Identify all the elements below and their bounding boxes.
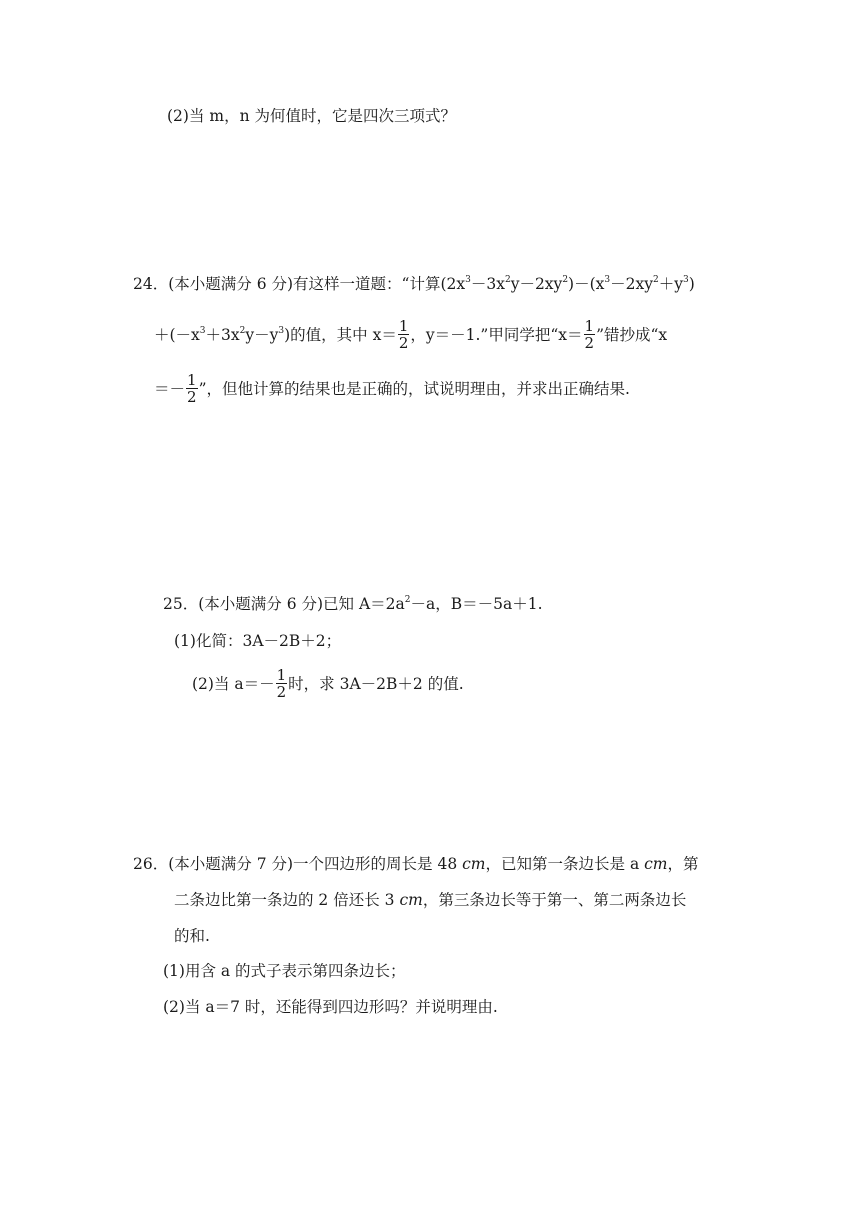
q24-line3 [154, 372, 630, 406]
text: ＝－ [154, 380, 186, 398]
denominator: 2 [584, 334, 595, 352]
numerator: 1 [276, 666, 287, 684]
q26-part2: (2)当 a＝7 时，还能得到四边形吗？并说明理由. [163, 998, 498, 1016]
text: ，已知第一条边长是 a [485, 855, 645, 873]
text: ，第三条边长等于第一、第二两条边长 [422, 891, 687, 909]
text: ) [688, 275, 695, 293]
exponent: 3 [604, 274, 611, 285]
text: 二条边比第一条边的 2 倍还长 3 [174, 891, 400, 909]
q26-line3: 的和. [174, 927, 210, 945]
fraction-half [186, 373, 198, 405]
exponent: 2 [653, 274, 659, 285]
exponent: 2 [404, 594, 411, 605]
denominator: 2 [276, 683, 287, 701]
numerator: 1 [398, 317, 409, 335]
exponent: 2 [562, 274, 569, 285]
numerator: 1 [584, 317, 595, 335]
q24-line2 [154, 318, 667, 352]
text: ”错抄成“x [596, 326, 668, 344]
text: y－2xy [510, 275, 563, 293]
q24-line1 [133, 274, 695, 294]
q26-part1: (1)用含 a 的式子表示第四条边长； [163, 962, 406, 980]
text: －2xy [610, 275, 653, 293]
text: y－y [245, 326, 279, 344]
text: ，y＝－1.”甲同学把“x＝ [410, 326, 583, 344]
numerator: 1 [187, 371, 197, 389]
fraction-half [584, 319, 596, 351]
denominator: 2 [187, 388, 197, 406]
q25-stem [163, 594, 543, 614]
text: (2)当 a＝－ [192, 675, 275, 693]
q23-part2: (2)当 m，n 为何值时，它是四次三项式？ [167, 107, 456, 125]
q26-line2 [174, 890, 686, 910]
text: 24．(本小题满分 6 分)有这样一道题：“计算(2x [133, 275, 466, 293]
exponent: 3 [465, 274, 471, 285]
unit: cm [399, 891, 423, 909]
denominator: 2 [398, 334, 409, 352]
fraction-half [398, 319, 410, 351]
text: ＋y [658, 275, 683, 293]
text: )－(x [568, 275, 605, 293]
q25-part2 [192, 667, 464, 701]
exponent: 2 [504, 274, 511, 285]
text: －3x [470, 275, 505, 293]
text: ”，但他计算的结果也是正确的，试说明理由，并求出正确结果. [198, 380, 630, 398]
exponent: 3 [199, 325, 206, 336]
text: 25．(本小题满分 6 分)已知 A＝2a [163, 595, 405, 613]
text: 时，求 3A－2B＋2 的值. [288, 675, 464, 693]
q25-part1: (1)化简：3A－2B＋2； [174, 632, 342, 650]
text: 26．(本小题满分 7 分)一个四边形的周长是 48 [133, 855, 463, 873]
exponent: 3 [278, 325, 285, 336]
exponent: 3 [683, 274, 689, 285]
unit: cm [462, 855, 486, 873]
text: ＋(－x [154, 326, 200, 344]
fraction-half [276, 668, 288, 700]
exponent: 2 [239, 325, 246, 336]
text: ＋3x [205, 326, 240, 344]
text: －a，B＝－5a＋1. [410, 595, 543, 613]
unit: cm [644, 855, 668, 873]
q26-line1 [133, 854, 699, 874]
text: )的值，其中 x＝ [284, 326, 397, 344]
text: ，第 [667, 855, 699, 873]
